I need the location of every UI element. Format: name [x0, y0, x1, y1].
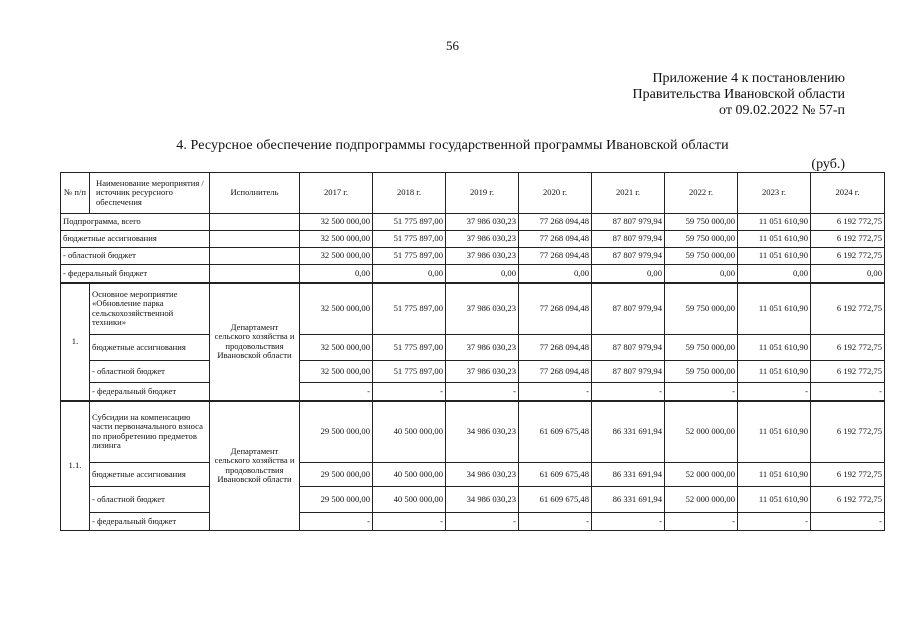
- executor-cell: Департамент сельского хозяйства и продовольствия Ивановской области: [210, 283, 300, 401]
- value-cell: 6 192 772,75: [811, 463, 885, 487]
- table-row: [61, 283, 885, 335]
- value-cell: 6 192 772,75: [811, 214, 885, 231]
- value-cell: 52 000 000,00: [665, 463, 738, 487]
- value-cell: 87 807 979,94: [592, 361, 665, 383]
- table-row: [61, 513, 885, 531]
- value-cell: -: [300, 383, 373, 401]
- value-cell: 37 986 030,23: [446, 361, 519, 383]
- summary-row: [61, 265, 885, 283]
- value-cell: -: [519, 513, 592, 531]
- header-executor: Исполнитель: [210, 173, 300, 214]
- value-cell: 0,00: [592, 265, 665, 283]
- value-cell: -: [738, 513, 811, 531]
- value-cell: 0,00: [811, 265, 885, 283]
- value-cell: 40 500 000,00: [373, 487, 446, 513]
- value-cell: 11 051 610,90: [738, 214, 811, 231]
- summary-row: [61, 214, 885, 231]
- value-cell: 32 500 000,00: [300, 283, 373, 335]
- value-cell: -: [738, 383, 811, 401]
- row-label: Основное мероприятие «Обновление парка сельскохозяйственной техники»: [90, 283, 210, 335]
- value-cell: -: [446, 513, 519, 531]
- table-row: [61, 401, 885, 463]
- header-year: 2017 г.: [300, 173, 373, 214]
- value-cell: 6 192 772,75: [811, 487, 885, 513]
- value-cell: 77 268 094,48: [519, 231, 592, 248]
- value-cell: -: [665, 383, 738, 401]
- header-year: 2024 г.: [811, 173, 885, 214]
- value-cell: 51 775 897,00: [373, 248, 446, 265]
- value-cell: 51 775 897,00: [373, 231, 446, 248]
- value-cell: 29 500 000,00: [300, 487, 373, 513]
- value-cell: 11 051 610,90: [738, 248, 811, 265]
- executor-cell: Департамент сельского хозяйства и продовольствия Ивановской области: [210, 401, 300, 531]
- value-cell: -: [592, 383, 665, 401]
- row-label: бюджетные ассигнования: [90, 463, 210, 487]
- row-label: Подпрограмма, всего: [61, 214, 210, 231]
- value-cell: -: [665, 513, 738, 531]
- value-cell: 87 807 979,94: [592, 335, 665, 361]
- value-cell: -: [592, 513, 665, 531]
- row-label: - областной бюджет: [90, 487, 210, 513]
- value-cell: 29 500 000,00: [300, 401, 373, 463]
- value-cell: -: [519, 383, 592, 401]
- value-cell: -: [373, 383, 446, 401]
- table-row: [61, 361, 885, 383]
- header-year: 2023 г.: [738, 173, 811, 214]
- value-cell: 6 192 772,75: [811, 335, 885, 361]
- value-cell: 34 986 030,23: [446, 487, 519, 513]
- table-header-row: [61, 173, 885, 214]
- row-label: Субсидии на компенсацию части первоначального взноса по приобретению предметов лизинга: [90, 401, 210, 463]
- value-cell: 59 750 000,00: [665, 335, 738, 361]
- value-cell: 77 268 094,48: [519, 361, 592, 383]
- value-cell: 0,00: [446, 265, 519, 283]
- header-year: 2021 г.: [592, 173, 665, 214]
- value-cell: 6 192 772,75: [811, 401, 885, 463]
- appendix-line-2: Правительства Ивановской области: [632, 87, 845, 102]
- value-cell: 87 807 979,94: [592, 214, 665, 231]
- value-cell: 6 192 772,75: [811, 231, 885, 248]
- value-cell: 59 750 000,00: [665, 361, 738, 383]
- value-cell: 11 051 610,90: [738, 463, 811, 487]
- header-year: 2019 г.: [446, 173, 519, 214]
- value-cell: 0,00: [738, 265, 811, 283]
- value-cell: 51 775 897,00: [373, 214, 446, 231]
- value-cell: -: [373, 513, 446, 531]
- value-cell: 61 609 675,48: [519, 401, 592, 463]
- value-cell: 6 192 772,75: [811, 283, 885, 335]
- value-cell: 86 331 691,94: [592, 487, 665, 513]
- value-cell: 40 500 000,00: [373, 401, 446, 463]
- value-cell: 37 986 030,23: [446, 335, 519, 361]
- document-title: 4. Ресурсное обеспечение подпрограммы государственной программы Ивановской области: [176, 138, 729, 153]
- value-cell: 0,00: [373, 265, 446, 283]
- value-cell: 51 775 897,00: [373, 335, 446, 361]
- value-cell: 86 331 691,94: [592, 463, 665, 487]
- value-cell: 11 051 610,90: [738, 487, 811, 513]
- value-cell: 32 500 000,00: [300, 214, 373, 231]
- value-cell: 0,00: [300, 265, 373, 283]
- row-label: бюджетные ассигнования: [90, 335, 210, 361]
- value-cell: 0,00: [665, 265, 738, 283]
- value-cell: 37 986 030,23: [446, 283, 519, 335]
- table-row: [61, 383, 885, 401]
- value-cell: 6 192 772,75: [811, 361, 885, 383]
- appendix-line-3: от 09.02.2022 № 57-п: [719, 103, 845, 118]
- value-cell: 34 986 030,23: [446, 463, 519, 487]
- value-cell: 32 500 000,00: [300, 361, 373, 383]
- row-label: бюджетные ассигнования: [61, 231, 210, 248]
- value-cell: 32 500 000,00: [300, 231, 373, 248]
- value-cell: -: [300, 513, 373, 531]
- value-cell: 59 750 000,00: [665, 231, 738, 248]
- header-year: 2018 г.: [373, 173, 446, 214]
- value-cell: 59 750 000,00: [665, 214, 738, 231]
- value-cell: 11 051 610,90: [738, 361, 811, 383]
- value-cell: 61 609 675,48: [519, 487, 592, 513]
- value-cell: -: [446, 383, 519, 401]
- value-cell: 0,00: [519, 265, 592, 283]
- value-cell: 34 986 030,23: [446, 401, 519, 463]
- header-year: 2022 г.: [665, 173, 738, 214]
- value-cell: 77 268 094,48: [519, 283, 592, 335]
- row-label: - областной бюджет: [90, 361, 210, 383]
- table-row: [61, 463, 885, 487]
- value-cell: 32 500 000,00: [300, 335, 373, 361]
- item-number: 1.1.: [61, 401, 90, 531]
- value-cell: 87 807 979,94: [592, 283, 665, 335]
- row-label: - федеральный бюджет: [90, 383, 210, 401]
- value-cell: 11 051 610,90: [738, 401, 811, 463]
- value-cell: 86 331 691,94: [592, 401, 665, 463]
- value-cell: 6 192 772,75: [811, 248, 885, 265]
- value-cell: 59 750 000,00: [665, 248, 738, 265]
- table-row: [61, 335, 885, 361]
- value-cell: 77 268 094,48: [519, 214, 592, 231]
- value-cell: 87 807 979,94: [592, 248, 665, 265]
- value-cell: 51 775 897,00: [373, 283, 446, 335]
- row-label: - областной бюджет: [61, 248, 210, 265]
- value-cell: 52 000 000,00: [665, 401, 738, 463]
- value-cell: 59 750 000,00: [665, 283, 738, 335]
- value-cell: 32 500 000,00: [300, 248, 373, 265]
- appendix-header: [633, 71, 845, 119]
- value-cell: 51 775 897,00: [373, 361, 446, 383]
- item-number: 1.: [61, 283, 90, 401]
- value-cell: 11 051 610,90: [738, 283, 811, 335]
- value-cell: 87 807 979,94: [592, 231, 665, 248]
- row-label: - федеральный бюджет: [90, 513, 210, 531]
- resource-table: [60, 172, 885, 531]
- value-cell: 61 609 675,48: [519, 463, 592, 487]
- summary-row: [61, 231, 885, 248]
- value-cell: 11 051 610,90: [738, 335, 811, 361]
- header-num: № п/п: [61, 173, 90, 214]
- value-cell: 77 268 094,48: [519, 335, 592, 361]
- row-label: - федеральный бюджет: [61, 265, 210, 283]
- summary-row: [61, 248, 885, 265]
- value-cell: 37 986 030,23: [446, 214, 519, 231]
- value-cell: 40 500 000,00: [373, 463, 446, 487]
- value-cell: -: [811, 513, 885, 531]
- value-cell: 52 000 000,00: [665, 487, 738, 513]
- value-cell: 37 986 030,23: [446, 248, 519, 265]
- value-cell: 77 268 094,48: [519, 248, 592, 265]
- value-cell: 37 986 030,23: [446, 231, 519, 248]
- value-cell: -: [811, 383, 885, 401]
- header-year: 2020 г.: [519, 173, 592, 214]
- page-number: 56: [446, 38, 459, 53]
- table-row: [61, 487, 885, 513]
- value-cell: 29 500 000,00: [300, 463, 373, 487]
- appendix-line-1: Приложение 4 к постановлению: [652, 71, 845, 86]
- value-cell: 11 051 610,90: [738, 231, 811, 248]
- currency-unit: (руб.): [811, 157, 845, 172]
- header-name: Наименование мероприятия / источник ресурсного обеспечения: [90, 173, 210, 214]
